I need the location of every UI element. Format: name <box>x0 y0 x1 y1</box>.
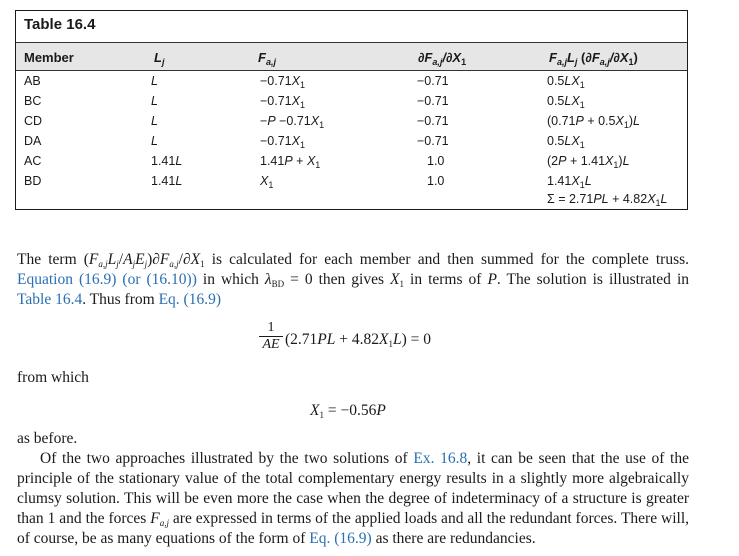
cell-faj: $X_1$ <box>260 174 274 190</box>
paragraph-2-line-4: than 1 and the forces $F_{a,j}$ are expressed in terms of the applied loads and all the redundant forces. There will, <box>17 510 689 528</box>
fraction-denominator: AE <box>259 336 283 353</box>
cell-product: $(2P + 1.41X_1)L$ <box>547 154 630 170</box>
cell-member: AB <box>24 74 41 88</box>
cell-member: BC <box>24 94 42 108</box>
cell-derivative: 1.0 <box>427 154 445 168</box>
table-16-4 <box>15 10 688 210</box>
cell-lj: L <box>151 114 158 128</box>
cell-derivative: −0.71 <box>417 134 449 148</box>
cell-derivative: −0.71 <box>417 114 449 128</box>
table-title: Table 16.4 <box>24 16 96 33</box>
cell-product: $(0.71P + 0.5X_1)L$ <box>547 114 640 130</box>
cell-member: BD <box>24 174 42 188</box>
cell-lj: L <box>151 74 158 88</box>
link-table-16-4[interactable]: Table 16.4 <box>17 291 83 308</box>
cell-sum: $\Sigma = 2.71PL + 4.82X_1L$ <box>547 192 668 208</box>
from-which-text: from which <box>17 369 89 386</box>
fraction-numerator: 1 <box>267 320 275 335</box>
cell-faj: $-0.71X_1$ <box>260 74 305 90</box>
cell-lj: 1.41L <box>151 174 183 188</box>
cell-product: $0.5LX_1$ <box>547 74 585 90</box>
table-header-row <box>16 42 687 71</box>
cell-faj: $-0.71X_1$ <box>260 134 305 150</box>
cell-member: CD <box>24 114 43 128</box>
paragraph-2-line-5: of course, be as many equations of the form of Eq. (16.9) as there are redundancies. <box>17 530 536 547</box>
cell-faj: $1.41P + X_1$ <box>260 154 321 170</box>
header-product: $F_{a,j}L_j$ $(\partial F_{a,j}/\partial X_1)$ <box>549 50 638 67</box>
cell-product: $0.5LX_1$ <box>547 94 585 110</box>
paragraph-1-line-1: The term $(F_{a,j}L_j/A_jE_j)\partial F_{a,j}/\partial X_1$ is calculated for each member and then summed for the complete truss. <box>17 251 690 269</box>
cell-derivative: −0.71 <box>417 74 449 88</box>
link-eq-16-9-b[interactable]: Eq. (16.9) <box>309 530 372 547</box>
cell-member: AC <box>24 154 42 168</box>
paragraph-1-line-2: Equation (16.9) (or (16.10)) in which $\lambda_{BD} = 0$ then gives $X_1$ in terms of P. The solution is illustrated in <box>17 271 689 289</box>
equation-1-fraction <box>259 320 283 353</box>
cell-product: $1.41X_1L$ <box>547 174 592 190</box>
equation-2: $X_1 = -0.56P$ <box>310 402 386 420</box>
header-member: Member <box>24 50 74 65</box>
cell-member: DA <box>24 134 42 148</box>
header-faj: $F_{a,j}$ <box>258 50 276 67</box>
cell-product: $0.5LX_1$ <box>547 134 585 150</box>
paragraph-2-line-1: Of the two approaches illustrated by the two solutions of Ex. 16.8, it can be seen that the use of the <box>40 450 689 467</box>
cell-derivative: 1.0 <box>427 174 445 188</box>
equation-1: $(2.71PL + 4.82X_1L) = 0$ <box>285 331 432 349</box>
header-dfa-dx1: $\partial F_{a,j}/\partial X_1$ <box>418 50 467 67</box>
header-lj: $L_j$ <box>154 50 165 67</box>
cell-derivative: −0.71 <box>417 94 449 108</box>
link-eq-16-9[interactable]: Eq. (16.9) <box>158 291 221 308</box>
cell-lj: L <box>151 134 158 148</box>
cell-lj: 1.41L <box>151 154 183 168</box>
cell-lj: L <box>151 94 158 108</box>
paragraph-1-line-3: Table 16.4. Thus from Eq. (16.9) <box>17 291 221 308</box>
paragraph-2-line-3: clumsy solution. This will be even more the case when the degree of indeterminacy of a structure is greater <box>17 490 689 507</box>
link-ex-16-8[interactable]: Ex. 16.8 <box>413 450 468 467</box>
cell-faj: $-P -0.71X_1$ <box>260 114 325 130</box>
as-before-text: as before. <box>17 430 78 447</box>
cell-faj: $-0.71X_1$ <box>260 94 305 110</box>
link-equation-16-9[interactable]: Equation (16.9) (or (16.10)) <box>17 271 197 288</box>
paragraph-2-line-2: principle of the stationary value of the total complementary energy results in a slightly more algebraically <box>17 470 689 487</box>
